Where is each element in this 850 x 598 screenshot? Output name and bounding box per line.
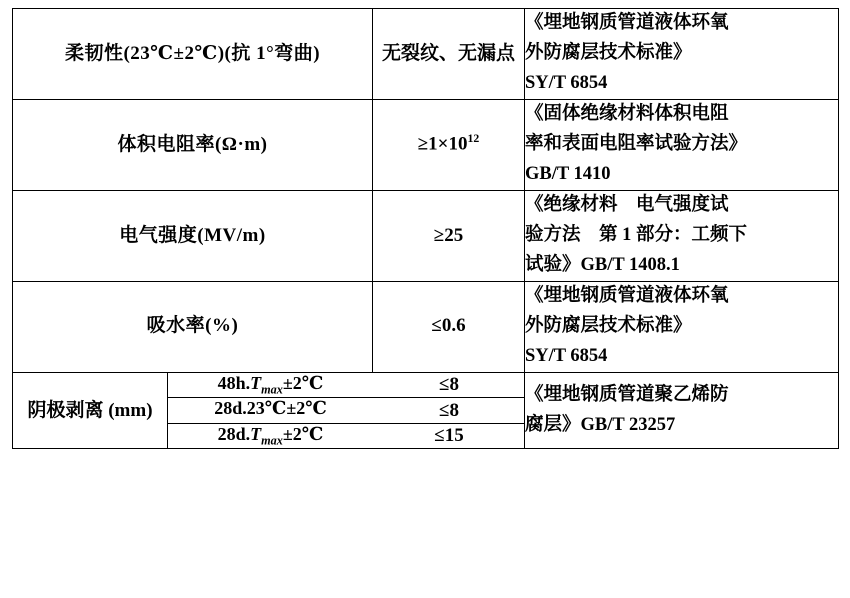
standard-cell	[525, 9, 839, 100]
standard-cell	[525, 281, 839, 372]
table-row	[13, 190, 839, 281]
condition-symbol: T	[250, 372, 262, 393]
property-cell: 柔韧性(23℃±2℃)(抗 1°弯曲)	[13, 9, 373, 100]
cathodic-value: ≤8	[373, 373, 525, 398]
standard-cell	[525, 190, 839, 281]
value-cell: 无裂纹、无漏点	[373, 9, 525, 100]
standard-line: 《绝缘材料 电气强度试	[525, 194, 729, 215]
cathodic-sub-row	[168, 398, 525, 424]
condition-subscript: max	[261, 382, 283, 397]
condition-post: ±2℃	[282, 372, 324, 393]
standard-line: GB/T 1410	[525, 163, 611, 184]
property-cell-cathodic	[13, 372, 168, 449]
standard-line: 外防腐层技术标准》	[525, 315, 692, 336]
standard-line: 腐层》GB/T 23257	[525, 414, 676, 435]
standard-line: 验方法 第 1 部分：工频下	[525, 224, 748, 245]
cathodic-sub-row	[168, 373, 525, 398]
property-cell: 电气强度(MV/m)	[13, 190, 373, 281]
standard-cell	[525, 372, 839, 449]
cathodic-condition	[168, 423, 373, 448]
specification-table	[12, 8, 839, 449]
value-cell: ≥25	[373, 190, 525, 281]
condition-pre: 28d.	[217, 423, 251, 444]
standard-line: 《埋地钢质管道聚乙烯防	[525, 384, 729, 405]
condition-post: ±2℃	[282, 423, 324, 444]
cathodic-subtable	[168, 373, 525, 449]
table-row	[13, 281, 839, 372]
cathodic-label-line1: 阴极剥离	[27, 399, 104, 421]
value-exponent: 12	[467, 132, 480, 146]
cathodic-value: ≤8	[373, 398, 525, 424]
cathodic-condition	[168, 373, 373, 398]
table-row	[13, 9, 839, 100]
standard-line: 《固体绝缘材料体积电阻	[525, 103, 729, 124]
standard-line: 外防腐层技术标准》	[525, 42, 692, 63]
property-cell: 吸水率(%)	[13, 281, 373, 372]
value-cell	[373, 99, 525, 190]
standard-line: 试验》GB/T 1408.1	[525, 254, 680, 275]
property-cell: 体积电阻率(Ω·m)	[13, 99, 373, 190]
condition-pre: 48h.	[217, 372, 251, 393]
cathodic-value: ≤15	[373, 423, 525, 448]
table-row-cathodic	[13, 372, 839, 449]
standard-line: 《埋地钢质管道液体环氧	[525, 13, 729, 33]
cathodic-sub-row	[168, 423, 525, 448]
standard-cell	[525, 99, 839, 190]
table-row	[13, 99, 839, 190]
value-cell: ≤0.6	[373, 281, 525, 372]
condition-pre: 28d.23℃±2℃	[214, 398, 327, 419]
condition-subscript: max	[261, 433, 283, 448]
cathodic-condition	[168, 398, 373, 424]
standard-line: SY/T 6854	[525, 72, 608, 93]
standard-line: SY/T 6854	[525, 345, 608, 366]
value-base: ≥1×10	[417, 133, 468, 155]
cathodic-subtable-cell	[168, 372, 525, 449]
condition-symbol: T	[250, 423, 262, 444]
standard-line: 率和表面电阻率试验方法》	[525, 133, 748, 154]
cathodic-label-line2: (mm)	[108, 399, 153, 421]
standard-line: 《埋地钢质管道液体环氧	[525, 285, 729, 306]
